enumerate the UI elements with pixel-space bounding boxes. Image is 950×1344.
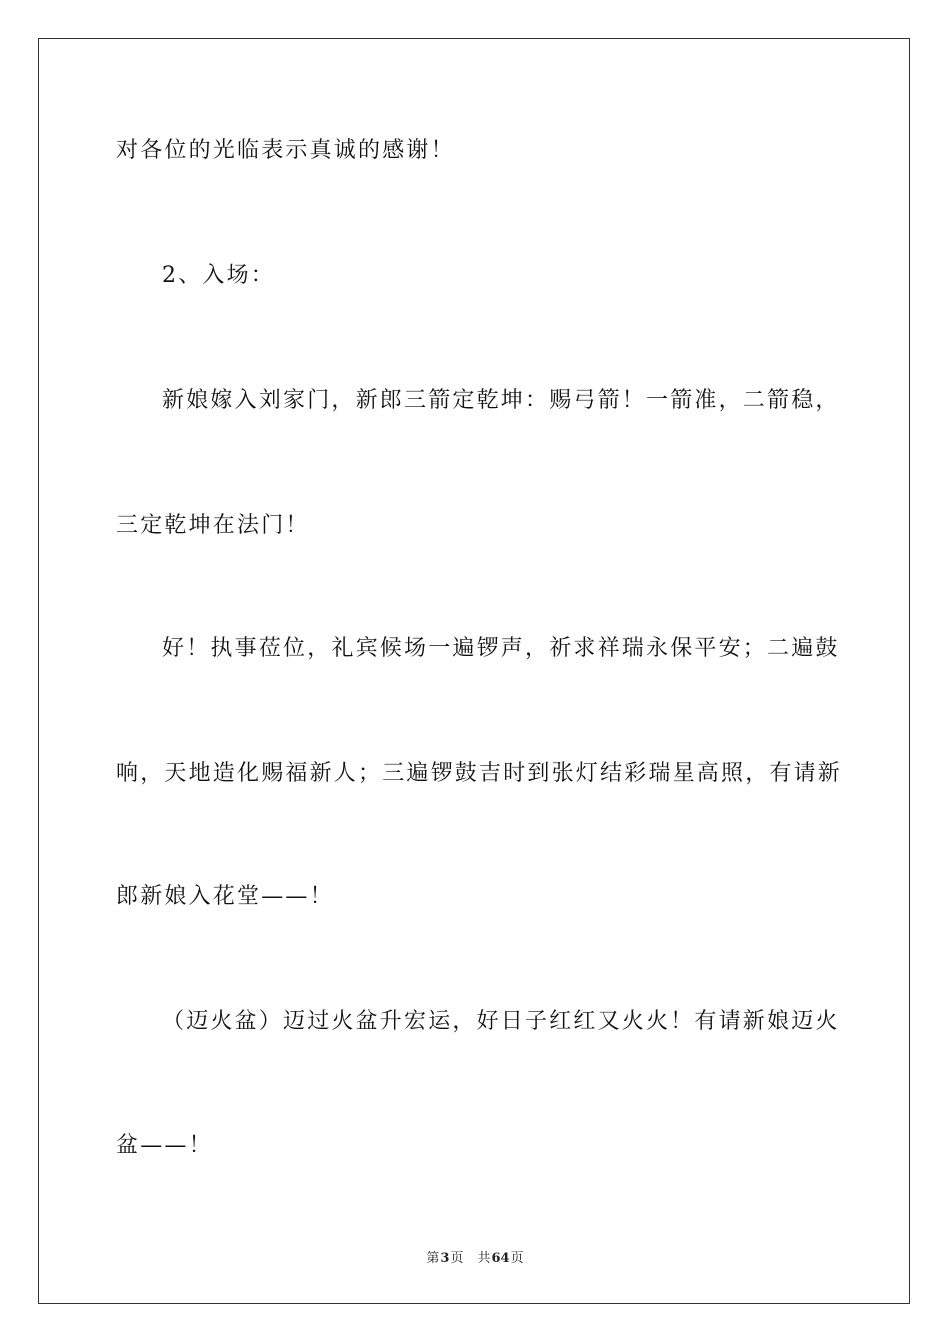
text-line-8: （迈火盆）迈过火盆升宏运，好日子红红又火火！有请新娘迈火 <box>162 1009 840 1034</box>
footer-page-prefix: 第 <box>426 1251 440 1266</box>
footer-total-prefix: 共 <box>477 1251 491 1266</box>
footer-page-number: 3 <box>440 1251 450 1266</box>
footer-total-suffix: 页 <box>510 1251 524 1266</box>
footer-total-pages: 64 <box>491 1251 510 1266</box>
footer-page-suffix: 页 <box>450 1251 464 1266</box>
text-line-5: 好！执事莅位，礼宾候场一遍锣声，祈求祥瑞永保平安；二遍鼓 <box>162 636 840 661</box>
text-line-4: 三定乾坤在法门！ <box>116 513 310 538</box>
text-line-1: 对各位的光临表示真诚的感谢！ <box>116 138 455 163</box>
page-footer <box>0 1247 950 1266</box>
text-line-9: 盆——！ <box>116 1133 213 1158</box>
text-line-3: 新娘嫁入刘家门，新郎三箭定乾坤：赐弓箭！一箭准，二箭稳， <box>162 388 840 413</box>
text-line-7: 郎新娘入花堂——！ <box>116 884 334 909</box>
text-line-6: 响，天地造化赐福新人；三遍锣鼓吉时到张灯结彩瑞星高照，有请新 <box>116 761 843 786</box>
text-line-2: 2、入场： <box>162 263 275 288</box>
page-frame <box>38 38 910 1304</box>
